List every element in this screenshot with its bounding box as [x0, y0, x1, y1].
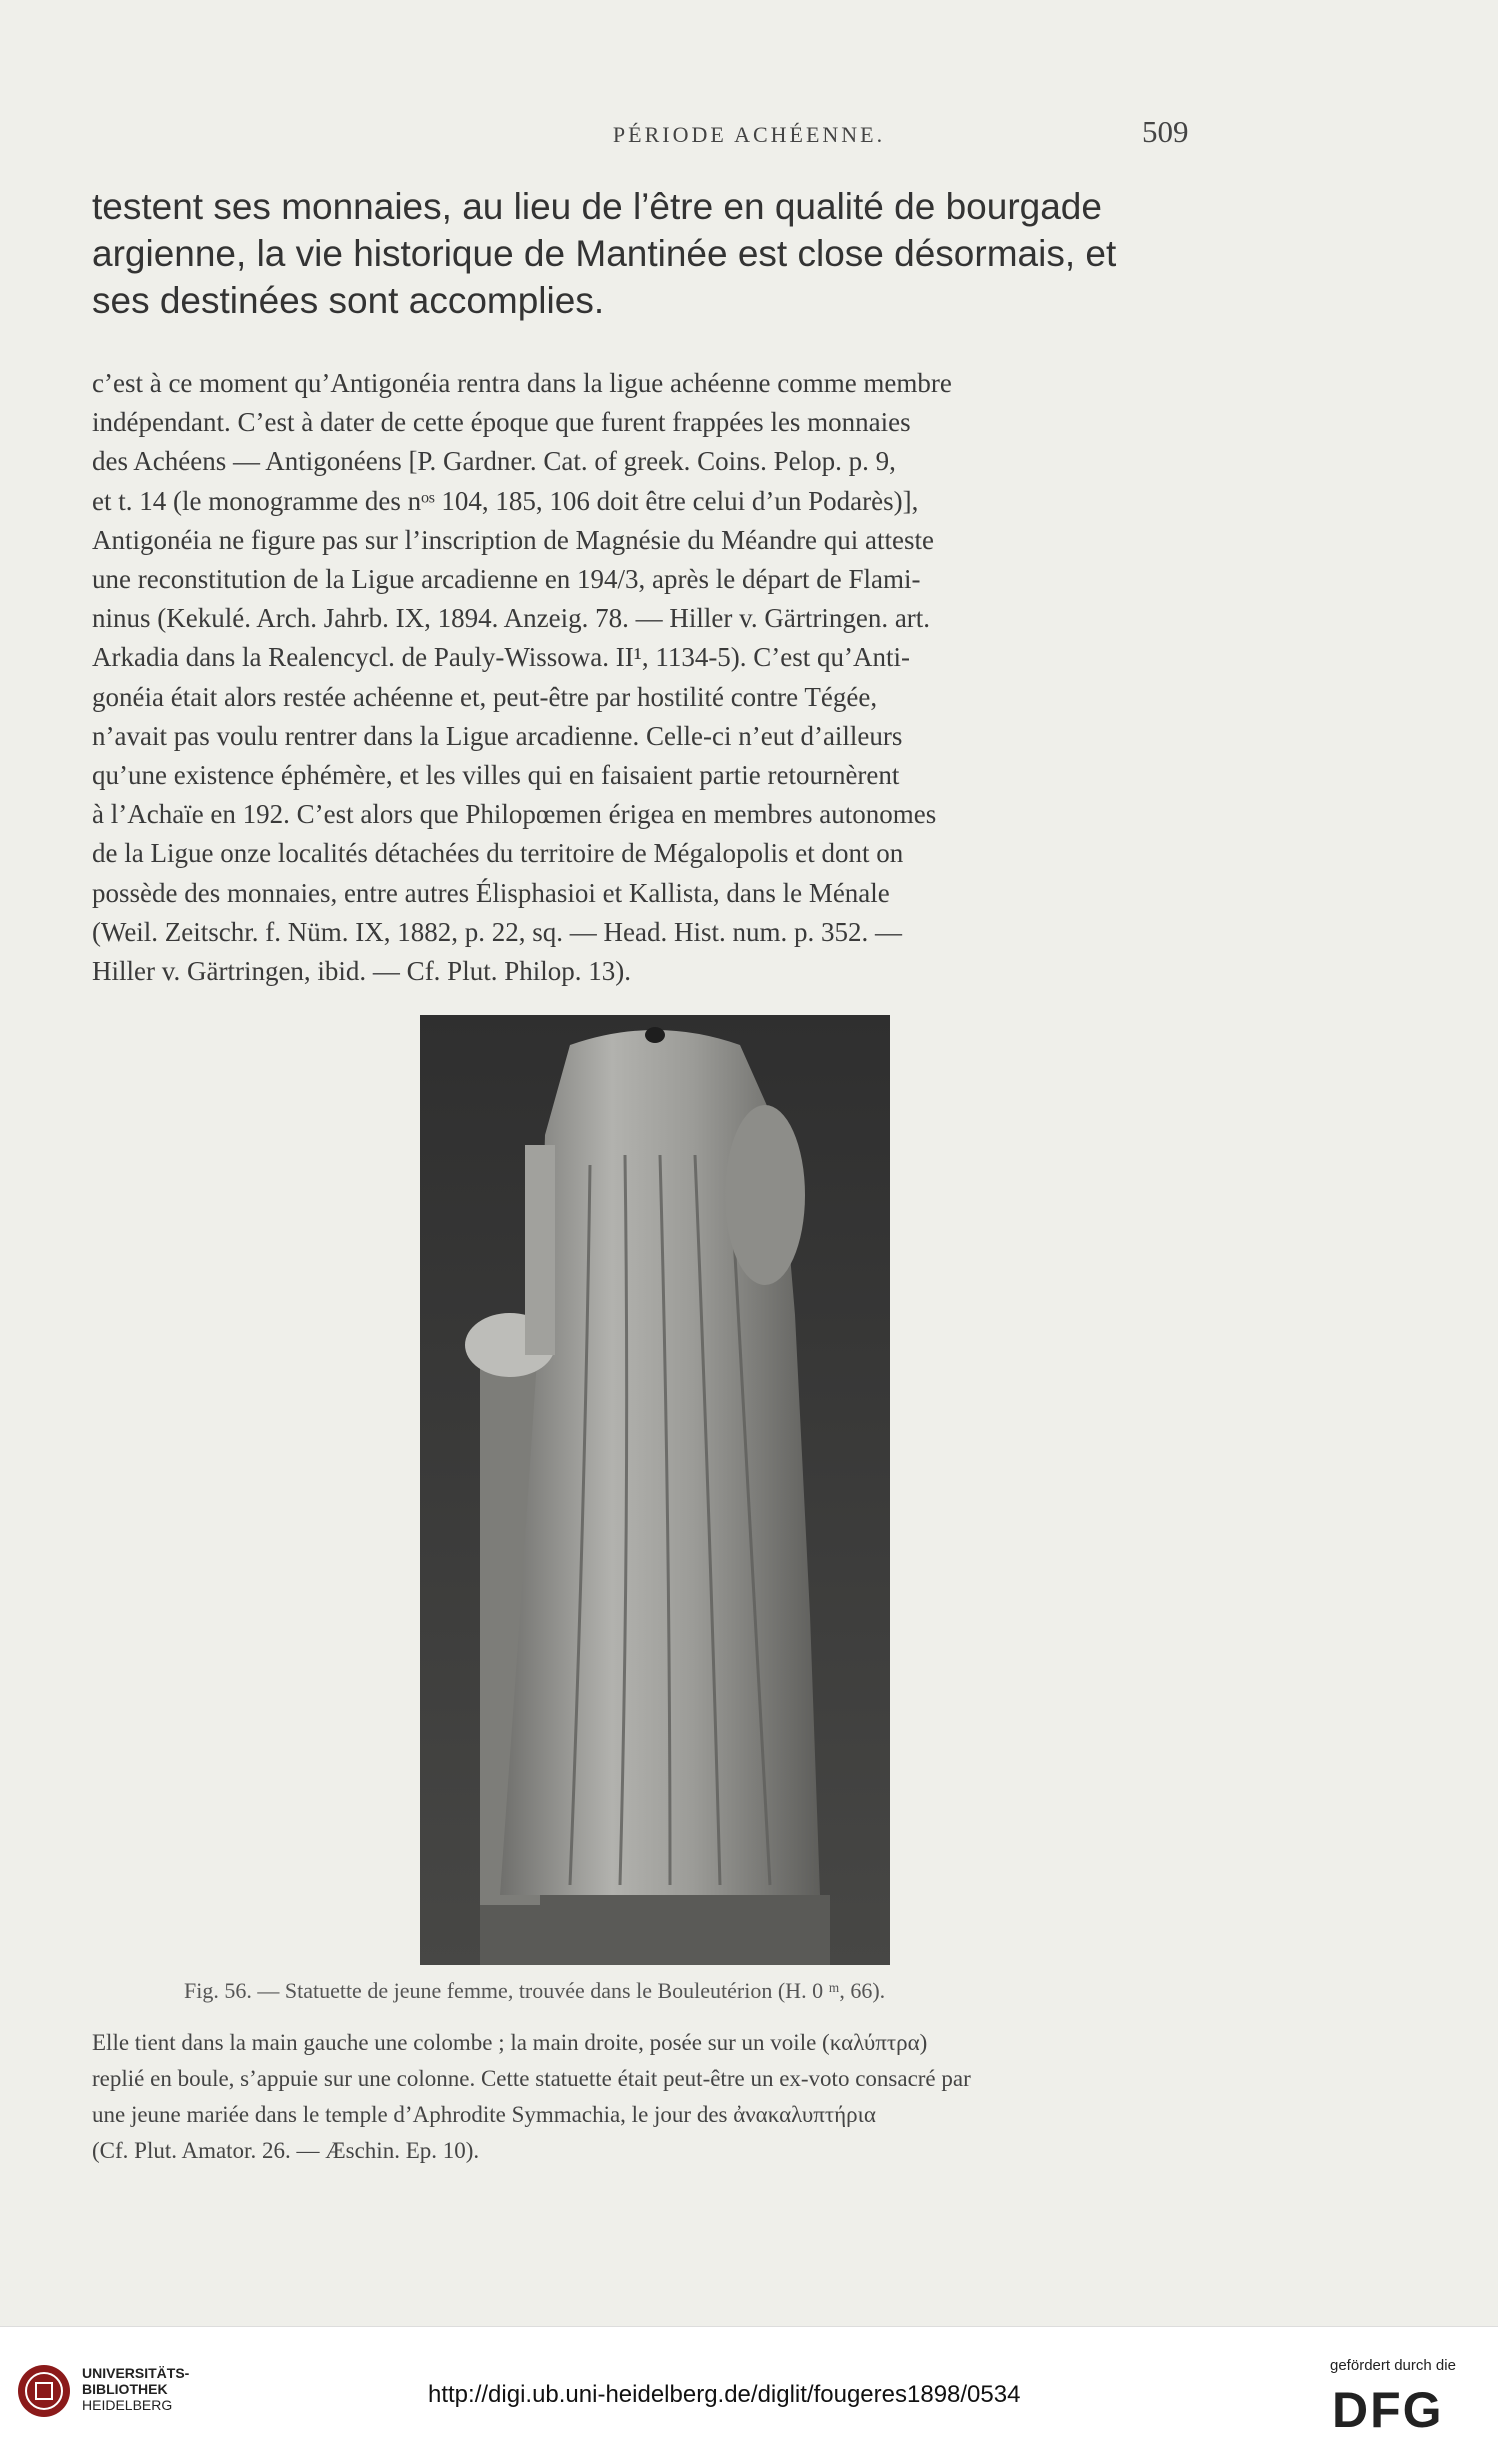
caption-line: (Cf. Plut. Amator. 26. — Æschin. Ep. 10).	[92, 2138, 480, 2163]
figure-description	[92, 2025, 1222, 2169]
left-arm	[525, 1145, 555, 1355]
statue-base	[480, 1895, 830, 1965]
viewer-footer	[0, 2326, 1498, 2439]
dfg-logo: DFG	[1332, 2382, 1444, 2438]
note-line: possède des monnaies, entre autres Élisphasioi et Kallista, dans le Ménale	[92, 877, 890, 908]
sponsor-label: gefördert durch die	[1330, 2357, 1456, 2374]
note-line: à l’Achaïe en 192. C’est alors que Philopœmen érigea en membres autonomes	[92, 799, 937, 830]
note-line: indépendant. C’est à dater de cette époque que furent frappées les monnaies	[92, 407, 911, 438]
figure-caption: Fig. 56. — Statuette de jeune femme, trouvée dans le Bouleutérion (H. 0 ᵐ, 66).	[184, 1978, 886, 2003]
dove-arm	[725, 1105, 805, 1285]
note-line: Antigonéia ne figure pas sur l’inscription de Magnésie du Méandre qui atteste	[92, 524, 935, 555]
note-line: Arkadia dans la Realencycl. de Pauly-Wissowa. II¹, 1134-5). C’est qu’Anti-	[92, 642, 911, 673]
intro-paragraph	[92, 183, 1217, 324]
footnote-paragraph	[92, 364, 1217, 991]
note-line: n’avait pas voulu rentrer dans la Ligue arcadienne. Celle-ci n’eut d’ailleurs	[92, 720, 903, 751]
note-line: et t. 14 (le monogramme des nᵒˢ 104, 185, 106 doit être celui d’un Podarès)],	[92, 485, 919, 516]
university-seal-icon	[16, 2363, 72, 2419]
intro-line: argienne, la vie historique de Mantinée est close désormais, et	[92, 233, 1117, 274]
library-name-line: HEIDELBERG	[82, 2397, 173, 2413]
caption-line: replié en boule, s’appuie sur une colonne. Cette statuette était peut-être un ex-voto consacré par	[92, 2066, 971, 2091]
note-line: Hiller v. Gärtringen, ibid. — Cf. Plut. Philop. 13).	[92, 956, 631, 987]
note-line: (Weil. Zeitschr. f. Nüm. IX, 1882, p. 22, sq. — Head. Hist. num. p. 352. —	[92, 916, 902, 947]
intro-line: ses destinées sont accomplies.	[92, 280, 605, 321]
note-line: qu’une existence éphémère, et les villes qui en faisaient partie retournèrent	[92, 760, 900, 791]
permalink-url[interactable]: http://digi.ub.uni-heidelberg.de/diglit/fougeres1898/0534	[428, 2381, 1021, 2408]
library-name-line: BIBLIOTHEK	[82, 2381, 168, 2397]
note-line: ninus (Kekulé. Arch. Jahrb. IX, 1894. Anzeig. 78. — Hiller v. Gärtringen. art.	[92, 603, 931, 634]
running-title: PÉRIODE ACHÉENNE.	[612, 122, 886, 147]
page-number: 509	[1142, 114, 1189, 149]
intro-line: testent ses monnaies, au lieu de l’être en qualité de bourgade	[92, 186, 1102, 227]
note-line: de la Ligue onze localités détachées du territoire de Mégalopolis et dont on	[92, 838, 904, 869]
statue-image	[420, 1015, 890, 1965]
caption-line: une jeune mariée dans le temple d’Aphrodite Symmachia, le jour des ἀνακαλυπτήρια	[92, 2102, 876, 2127]
note-line: c’est à ce moment qu’Antigonéia rentra dans la ligue achéenne comme membre	[92, 368, 952, 398]
note-line: gonéia était alors restée achéenne et, peut-être par hostilité contre Tégée,	[92, 681, 878, 712]
library-name-line: UNIVERSITÄTS-	[82, 2365, 190, 2381]
note-line: des Achéens — Antigonéens [P. Gardner. Cat. of greek. Coins. Pelop. p. 9,	[92, 446, 896, 477]
statuette-photograph	[420, 1015, 890, 1965]
neck-socket	[645, 1027, 665, 1043]
note-line: une reconstitution de la Ligue arcadienne en 194/3, après le départ de Flami-	[92, 564, 921, 595]
library-name	[82, 2365, 189, 2413]
caption-line: Elle tient dans la main gauche une colombe ; la main droite, posée sur un voile (καλύπτρα)	[92, 2030, 928, 2055]
